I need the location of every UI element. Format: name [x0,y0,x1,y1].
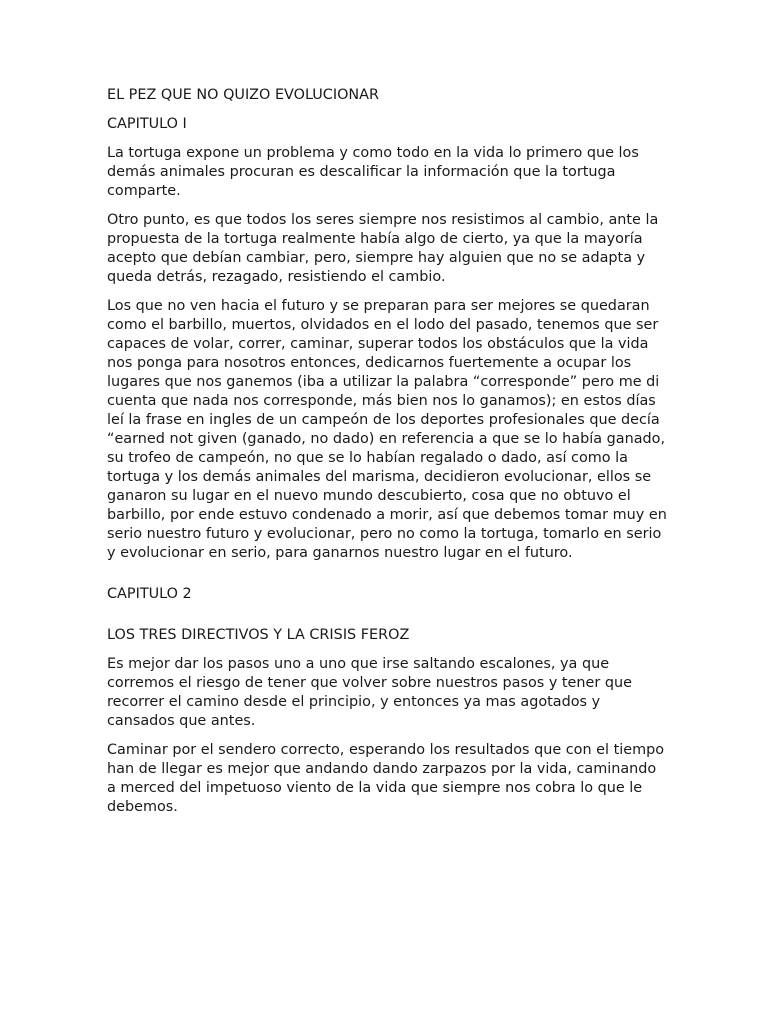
chapter-2-paragraph-2: Caminar por el sendero correcto, esperando los resultados que con el tiempo han de llegar es mejor que andando dando zarpazos por la vida, caminando a merced del impetuoso viento de la vida que siempre nos cobra lo que le debemos. [107,742,665,815]
chapter-1-paragraph-2: Otro punto, es que todos los seres siempre nos resistimos al cambio, ante la propuesta de la tortuga realmente había algo de cierto, ya que la mayoría acepto que debían cambiar, pero, siempre hay alguien que no se adapta y queda detrás, rezagado, resistiendo el cambio. [107,212,659,285]
chapter-1-paragraph-1: La tortuga expone un problema y como todo en la vida lo primero que los demás animales procuran es descalificar la información que la tortuga comparte. [107,145,639,199]
chapter-2-heading: CAPITULO 2 [107,586,192,602]
chapter-2-subtitle: LOS TRES DIRECTIVOS Y LA CRISIS FEROZ [107,627,410,643]
chapter-2-paragraph-1: Es mejor dar los pasos uno a uno que irse saltando escalones, ya que corremos el riesgo de tener que volver sobre nuestros pasos y tener que recorrer el camino desde el principio, y entonces ya mas agotados y cansados que antes. [107,656,632,729]
document-title: EL PEZ QUE NO QUIZO EVOLUCIONAR [107,87,380,103]
chapter-1-heading: CAPITULO I [107,116,187,132]
chapter-1-paragraph-3: Los que no ven hacia el futuro y se preparan para ser mejores se quedaran como el barbillo, muertos, olvidados en el lodo del pasado, tenemos que ser capaces de volar, correr, caminar, superar todos los obstáculos que la vida nos ponga para nosotros entonces, dedicarnos fuertemente a ocupar los lugares que nos ganemos (iba a utilizar la palabra “corresponde” pero me di cuenta que nada nos corresponde, más bien nos lo ganamos); en estos días leí la frase en ingles de un campeón de los deportes profesionales que decía “earned not given (ganado, no dado) en referencia a que se lo había ganado, su trofeo de campeón, no que se lo habían regalado o dado, así como la tortuga y los demás animales del marisma, decidieron evolucionar, ellos se ganaron su lugar en el nuevo mundo descubierto, cosa que no obtuvo el barbillo, por ende estuvo condenado a morir, así que debemos tomar muy en serio nuestro futuro y evolucionar, pero no como la tortuga, tomarlo en serio y evolucionar en serio, para ganarnos nuestro lugar en el futuro. [107,298,667,561]
document-page [107,86,667,827]
